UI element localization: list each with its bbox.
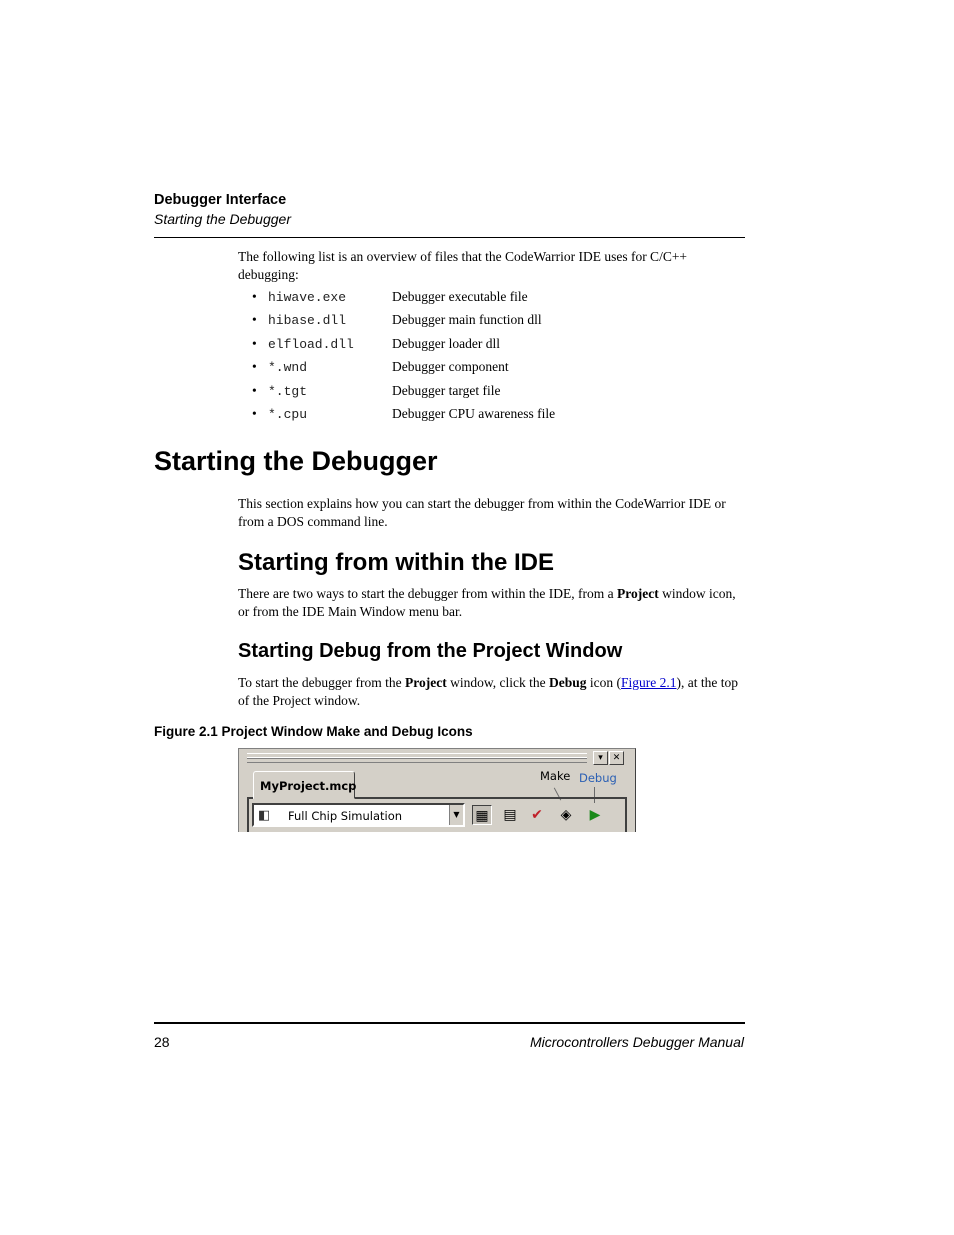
chevron-down-icon[interactable]: ▼ <box>449 805 463 825</box>
file-description: Debugger loader dll <box>392 335 500 351</box>
file-description: Debugger CPU awareness file <box>392 405 556 421</box>
minimize-icon[interactable]: ▾ <box>593 751 608 765</box>
bullet: • <box>252 289 257 304</box>
subsection-heading: Starting from within the IDE <box>238 549 554 576</box>
target-icon: ◧ <box>258 808 271 823</box>
bullet: • <box>252 335 257 351</box>
bold-term: Project <box>617 586 659 601</box>
text-run: window icon, or from the IDE Main Window menu bar. <box>238 586 736 619</box>
running-header-chapter: Debugger Interface <box>154 192 287 208</box>
file-name: *.wnd <box>268 360 308 376</box>
debug-label: Debug <box>579 771 617 785</box>
target-value: Full Chip Simulation <box>288 809 403 823</box>
manual-title: Microcontrollers Debugger Manual <box>530 1034 744 1050</box>
title-grip[interactable] <box>247 753 587 763</box>
text-run: To start the debugger from the <box>238 675 406 690</box>
figure-caption: Figure 2.1 Project Window Make and Debug Icons <box>154 724 473 739</box>
page-number: 28 <box>154 1034 170 1050</box>
file-name: hibase.dll <box>268 313 347 329</box>
file-description: Debugger target file <box>392 382 501 398</box>
project-window-paragraph <box>238 674 745 709</box>
bullet: • <box>252 312 257 328</box>
section-heading: Starting the Debugger <box>154 446 438 476</box>
text-run: ), at the top of the Project window. <box>238 675 738 708</box>
check-syntax-icon[interactable]: ✔ <box>531 807 543 823</box>
target-select[interactable] <box>252 803 465 827</box>
text-run: window, click the <box>446 675 549 690</box>
debug-icon[interactable]: ▶ <box>589 807 601 823</box>
file-name: hiwave.exe <box>268 290 347 305</box>
subsubsection-heading: Starting Debug from the Project Window <box>238 640 623 662</box>
bullet: • <box>252 382 257 398</box>
chip-settings-icon[interactable]: ▦ <box>472 805 492 825</box>
tab-myproject[interactable]: MyProject.mcp <box>253 771 355 799</box>
intro-paragraph: The following list is an overview of files that the CodeWarrior IDE uses for C/C++ debugging: <box>238 249 688 282</box>
bullet: • <box>252 405 257 421</box>
subsection-paragraph <box>238 585 745 620</box>
text-run: icon ( <box>586 675 621 690</box>
file-description: Debugger component <box>392 359 509 375</box>
project-window-screenshot <box>238 748 636 832</box>
file-name: elfload.dll <box>268 336 354 352</box>
bullet: • <box>252 359 257 375</box>
running-header-section: Starting the Debugger <box>154 211 291 227</box>
figure-link[interactable]: Figure 2.1 <box>621 675 677 690</box>
footer-rule <box>154 1022 745 1024</box>
bold-term: Debug <box>548 675 587 690</box>
close-icon[interactable]: ✕ <box>609 751 624 765</box>
file-description: Debugger main function dll <box>392 312 542 328</box>
make-label: Make <box>540 769 571 783</box>
make-icon[interactable]: ◈ <box>560 807 572 823</box>
file-name: *.tgt <box>268 383 308 399</box>
file-description: Debugger executable file <box>392 289 528 304</box>
text-run: There are two ways to start the debugger from within the IDE, from a <box>238 586 618 601</box>
synchronize-icon[interactable]: ▤ <box>503 807 517 823</box>
header-rule <box>154 237 745 238</box>
file-name: *.cpu <box>268 406 308 422</box>
bold-term: Project <box>405 675 447 690</box>
section-paragraph: This section explains how you can start the debugger from within the CodeWarrior IDE or from a DOS command line. <box>238 496 726 529</box>
